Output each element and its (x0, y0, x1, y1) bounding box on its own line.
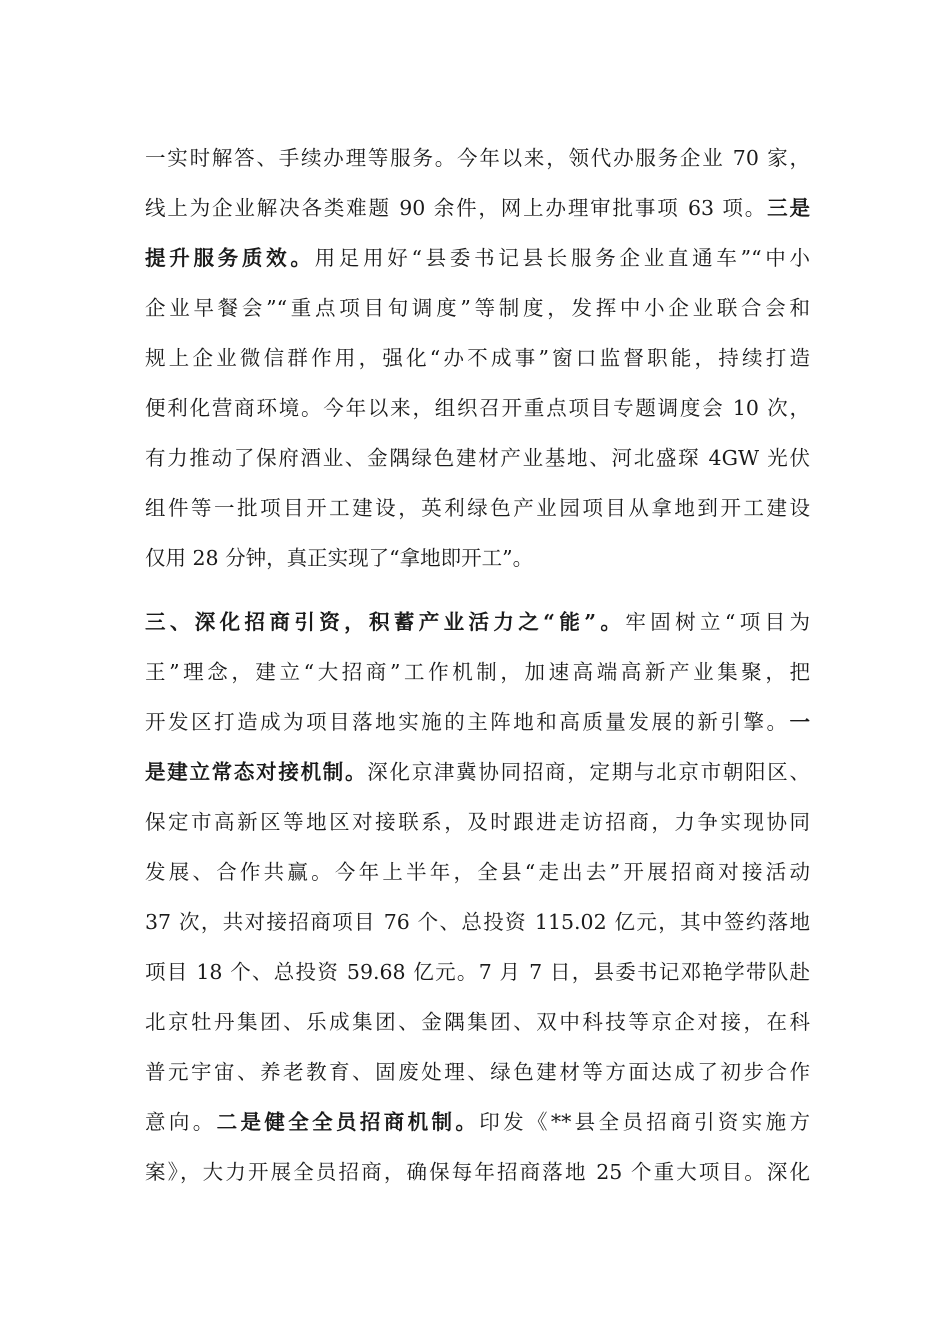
text-run: 保定市高新区等地区对接联系，及时跟进走访招商，力争实现协同 (145, 810, 810, 834)
paragraph-gap (145, 583, 810, 597)
bold-run: 三、深化招商引资，积蓄产业活力之“能”。 (145, 610, 626, 634)
text-line (145, 483, 810, 533)
text-line (145, 1147, 810, 1197)
text-line (145, 233, 810, 283)
text-line (145, 283, 810, 333)
text-run: 用足用好“县委书记县长服务企业直通车”“中小 (314, 246, 810, 270)
document-body (145, 133, 810, 1197)
text-run: 便利化营商环境。今年以来，组织召开重点项目专题调度会 10 次， (145, 396, 810, 420)
text-run: 王”理念，建立“大招商”工作机制，加速高端高新产业集聚，把 (145, 660, 810, 684)
text-line (145, 847, 810, 897)
text-run: 组件等一批项目开工建设，英利绿色产业园项目从拿地到开工建设 (145, 496, 810, 520)
text-line (145, 1097, 810, 1147)
text-line (145, 747, 810, 797)
bold-run: 提升服务质效。 (145, 246, 315, 270)
text-run: 仅用 28 分钟，真正实现了“拿地即开工”。 (145, 546, 534, 570)
text-run: 规上企业微信群作用，强化“办不成事”窗口监督职能，持续打造 (145, 346, 810, 370)
bold-run: 二是健全全员招商机制。 (216, 1110, 480, 1134)
text-run: 37 次，共对接招商项目 76 个、总投资 115.02 亿元，其中签约落地 (145, 910, 810, 934)
text-line (145, 797, 810, 847)
text-run: 项目 18 个、总投资 59.68 亿元。7 月 7 日，县委书记邓艳学带队赴 (145, 960, 810, 984)
text-run: 一实时解答、手续办理等服务。今年以来，领代办服务企业 70 家， (145, 146, 810, 170)
text-run: 开发区打造成为项目落地实施的主阵地和高质量发展的新引擎。 (145, 710, 790, 734)
text-line (145, 897, 810, 947)
text-run: 北京牡丹集团、乐成集团、金隅集团、双中科技等京企对接，在科 (145, 1010, 810, 1034)
text-line (145, 133, 810, 183)
text-line (145, 947, 810, 997)
text-line (145, 383, 810, 433)
text-run: 发展、合作共赢。今年上半年，全县“走出去”开展招商对接活动 (145, 860, 810, 884)
text-run: 印发《**县全员招商引资实施方 (479, 1110, 811, 1134)
text-line (145, 333, 810, 383)
text-line (145, 697, 810, 747)
text-run: 企业早餐会”“重点项目旬调度”等制度，发挥中小企业联合会和 (145, 296, 810, 320)
text-line (145, 1047, 810, 1097)
text-run: 牢固树立“项目为 (625, 610, 810, 634)
text-line (145, 183, 810, 233)
text-line (145, 997, 810, 1047)
text-line (145, 647, 810, 697)
bold-run: 是建立常态对接机制。 (145, 760, 368, 784)
text-line (145, 597, 810, 647)
text-run: 普元宇宙、养老教育、固废处理、绿色建材等方面达成了初步合作 (145, 1060, 810, 1084)
text-run: 案》，大力开展全员招商，确保每年招商落地 25 个重大项目。深化 (145, 1160, 810, 1184)
bold-run: 三是 (767, 196, 810, 220)
text-run: 深化京津冀协同招商，定期与北京市朝阳区、 (367, 760, 811, 784)
text-run: 有力推动了保府酒业、金隅绿色建材产业基地、河北盛琛 4GW 光伏 (145, 446, 810, 470)
text-line (145, 433, 810, 483)
text-run: 意向。 (145, 1110, 217, 1134)
text-line (145, 533, 810, 583)
bold-run: 一 (789, 710, 810, 734)
text-run: 线上为企业解决各类难题 90 余件，网上办理审批事项 63 项。 (145, 196, 768, 220)
